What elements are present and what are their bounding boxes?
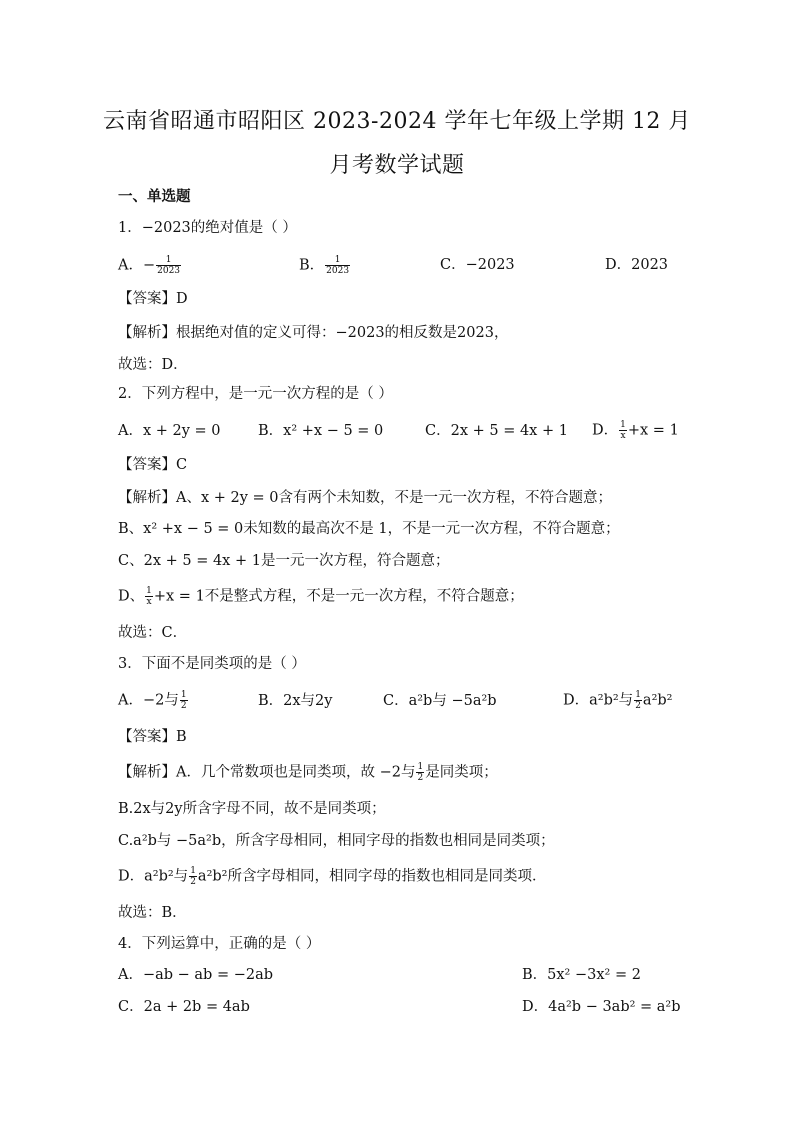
analysis-rest: a²b²所含字母相同，相同字母的指数也相同是同类项．	[197, 868, 547, 885]
fraction	[619, 420, 627, 441]
analysis-rest: 是同类项；	[425, 764, 498, 781]
denominator: 2023	[157, 266, 181, 276]
question-3-stem: 3．下面不是同类项的是（ ）	[118, 656, 306, 672]
numerator: 1	[620, 420, 626, 430]
question-3-option-a	[118, 690, 189, 711]
numerator: 1	[180, 690, 187, 700]
question-2-stem: 2．下列方程中，是一元一次方程的是（ ）	[118, 386, 393, 402]
denominator: 2	[635, 701, 641, 711]
question-3-answer: 【答案】B	[118, 729, 187, 745]
question-3-option-b: B．2x与2y	[258, 693, 333, 709]
document-title-line-1: 云南省昭通市昭阳区 2023-2024 学年七年级上学期 12 月	[103, 109, 691, 134]
question-3-analysis-c: C.a²b与 −5a²b，所含字母相同，相同字母的指数也相同是同类项；	[118, 833, 555, 849]
option-rest: +x = 1	[627, 422, 679, 439]
denominator: 2	[190, 877, 196, 887]
analysis-prefix: D．a²b²与	[118, 868, 189, 885]
question-4-option-a: A．−ab − ab = −2ab	[118, 967, 274, 983]
numerator: 1	[156, 255, 181, 266]
question-2-option-c: C．2x + 5 = 4x + 1	[425, 423, 568, 439]
question-1-answer: 【答案】D	[118, 291, 188, 307]
analysis-rest: +x = 1不是整式方程，不是一元一次方程，不符合题意；	[153, 588, 524, 605]
question-3-conclusion: 故选：B．	[118, 905, 187, 921]
denominator: x	[146, 597, 152, 607]
denominator: 2	[417, 773, 424, 783]
option-label: D．	[592, 422, 619, 439]
question-4-option-c: C．2a + 2b = 4ab	[118, 999, 250, 1015]
denominator: x	[620, 431, 626, 441]
question-2-analysis-d	[118, 586, 524, 607]
document-title-line-2: 月考数学试题	[329, 153, 465, 178]
analysis-prefix: D、	[118, 588, 145, 605]
fraction	[634, 690, 642, 711]
option-rest: a²b²	[642, 692, 673, 709]
numerator: 1	[190, 866, 196, 876]
question-2-analysis-a: 【解析】A、x + 2y = 0含有两个未知数，不是一元一次方程，不符合题意；	[118, 490, 613, 506]
question-2-analysis-b: B、x² +x − 5 = 0未知数的最高次不是 1，不是一元一次方程，不符合题意；	[118, 521, 620, 537]
question-1-option-a	[118, 255, 182, 276]
fraction	[180, 690, 188, 711]
question-3-analysis-b: B.2x与2y所含字母不同，故不是同类项；	[118, 801, 386, 817]
fraction	[156, 255, 181, 276]
analysis-prefix: 【解析】A．几个常数项也是同类项，故 −2与	[118, 764, 416, 781]
fraction	[325, 255, 350, 276]
denominator: 2023	[326, 266, 350, 276]
question-4-stem: 4．下列运算中，正确的是（ ）	[118, 936, 321, 952]
numerator: 1	[146, 586, 152, 596]
question-3-analysis-d	[118, 866, 546, 887]
question-3-option-c: C．a²b与 −5a²b	[383, 693, 497, 709]
question-1-option-b	[299, 255, 351, 276]
question-1-option-c: C．−2023	[440, 257, 515, 273]
question-1-analysis: 【解析】根据绝对值的定义可得：−2023的相反数是2023，	[118, 325, 509, 341]
question-2-conclusion: 故选：C．	[118, 625, 188, 641]
question-1-option-d: D．2023	[605, 257, 669, 273]
numerator: 1	[325, 255, 350, 266]
question-1-conclusion: 故选：D．	[118, 357, 188, 373]
question-2-option-d	[592, 420, 679, 441]
question-2-option-b: B．x² +x − 5 = 0	[258, 423, 384, 439]
question-2-option-a: A．x + 2y = 0	[118, 423, 221, 439]
question-3-option-d	[563, 690, 672, 711]
question-1-stem: 1．−2023的绝对值是（ ）	[118, 220, 297, 236]
question-2-analysis-c: C、2x + 5 = 4x + 1是一元一次方程，符合题意；	[118, 553, 450, 569]
section-heading: 一、单选题	[118, 189, 191, 205]
option-label: B．	[299, 257, 325, 274]
question-2-answer: 【答案】C	[118, 457, 188, 473]
fraction	[416, 762, 424, 783]
fraction	[189, 866, 197, 887]
numerator: 1	[635, 690, 641, 700]
option-label: D．a²b²与	[563, 692, 634, 709]
option-label: A．−2与	[118, 692, 179, 709]
question-4-option-b: B．5x² −3x² = 2	[522, 967, 641, 983]
numerator: 1	[417, 762, 424, 772]
fraction	[145, 586, 153, 607]
option-label: A．−	[118, 257, 156, 274]
denominator: 2	[180, 701, 187, 711]
question-3-analysis-a	[118, 762, 498, 783]
question-4-option-d: D．4a²b − 3ab² = a²b	[522, 999, 681, 1015]
